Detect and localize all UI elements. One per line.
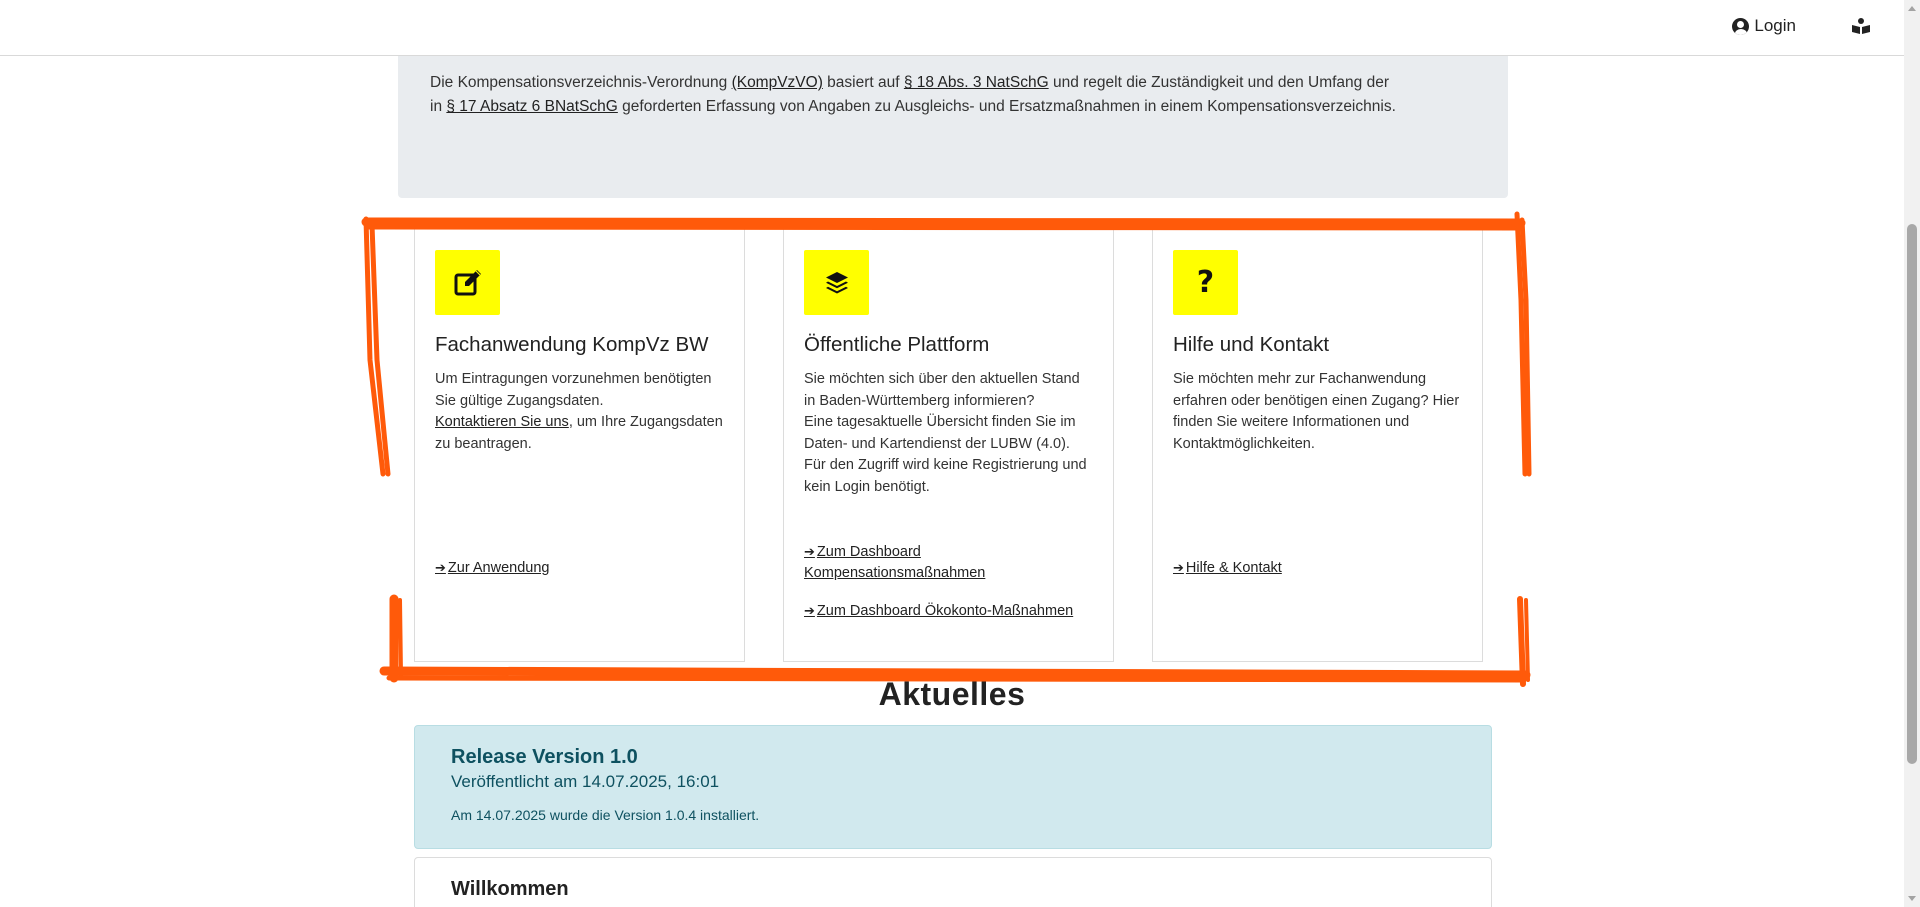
intro-text: und regelt die Zuständigkeit und den Umfang der: [1048, 74, 1389, 91]
card-text: Sie möchten mehr zur Fachanwendung erfahren oder benötigen einen Zugang? Hier finden Sie weitere Informationen und Kontaktmöglichkeiten.: [1173, 371, 1460, 452]
intro-box: [398, 56, 1508, 198]
user-circle-icon: [1732, 18, 1749, 35]
layers-icon: [824, 270, 850, 296]
feature-cards: [414, 228, 1484, 662]
login-link[interactable]: [1732, 16, 1796, 36]
card-fachanwendung: [414, 228, 745, 662]
edit-icon-box: [435, 250, 500, 315]
intro-text: in: [430, 98, 447, 115]
news-text: Am 14.07.2025 wurde die Version 1.0.4 installiert.: [451, 807, 760, 823]
contact-us-link[interactable]: Kontaktieren Sie uns: [435, 414, 569, 430]
hilfe-kontakt-link[interactable]: ➔ Hilfe & Kontakt: [1173, 560, 1282, 576]
page-scrollbar[interactable]: [1904, 0, 1920, 907]
news-item: [414, 857, 1492, 907]
card-title: Hilfe und Kontakt: [1173, 333, 1330, 356]
book-reader-icon[interactable]: [1852, 18, 1870, 34]
intro-text: basiert auf: [822, 74, 904, 91]
intro-text: geforderten Erfassung von Angaben zu Ausgleichs- und Ersatzmaßnahmen in einem Kompensationsverzeichnis.: [617, 98, 1396, 115]
dashboard-kompensation-link[interactable]: ➔ Zum Dashboard Kompensationsmaßnahmen: [804, 544, 986, 581]
card-text: Um Eintragungen vorzunehmen benötigten Sie gültige Zugangsdaten. Kontaktieren Sie uns, um Ihre Zugangsdaten zu beantragen.: [435, 371, 723, 452]
dashboard-oekokonto-link[interactable]: ➔ Zum Dashboard Ökokonto-Maßnahmen: [804, 603, 1074, 619]
card-title: Fachanwendung KompVz BW: [435, 333, 709, 356]
scroll-down-icon[interactable]: [1908, 896, 1916, 901]
section-title-aktuelles: Aktuelles: [878, 676, 1026, 712]
natschg-link[interactable]: § 18 Abs. 3 NatSchG: [903, 74, 1049, 91]
arrow-right-icon: ➔: [1173, 561, 1184, 576]
zur-anwendung-link[interactable]: ➔ Zur Anwendung: [435, 560, 550, 576]
scrollbar-thumb[interactable]: [1907, 224, 1917, 764]
top-navbar: [0, 0, 1904, 56]
question-icon-box: [1173, 250, 1238, 315]
arrow-right-icon: ➔: [804, 545, 815, 560]
arrow-right-icon: ➔: [435, 561, 446, 576]
card-hilfe: [1152, 228, 1483, 662]
scroll-up-icon[interactable]: [1908, 6, 1916, 11]
news-date: Veröffentlicht am 14.07.2025, 16:01: [451, 772, 720, 791]
card-plattform: [783, 228, 1114, 662]
card-title: Öffentliche Plattform: [804, 333, 990, 356]
question-icon: ?: [1196, 264, 1215, 300]
layers-icon-box: [804, 250, 869, 315]
edit-icon: [453, 268, 483, 298]
news-title: Willkommen: [451, 878, 569, 900]
news-title: Release Version 1.0: [451, 746, 638, 768]
card-text: Sie möchten sich über den aktuellen Stand in Baden-Württemberg informieren? Eine tagesaktuelle Übersicht finden Sie im Daten- und Kartendienst der LUBW (4.0). Für den Zugriff wird keine Registrierung und kein Login benötigt.: [804, 371, 1087, 495]
login-label: Login: [1754, 16, 1796, 35]
news-item: [414, 725, 1492, 849]
kompvzvo-link[interactable]: (KompVzVO): [731, 74, 823, 91]
arrow-right-icon: ➔: [804, 604, 815, 619]
intro-text: Die Kompensationsverzeichnis-Verordnung: [430, 74, 732, 91]
bnatschg-link[interactable]: § 17 Absatz 6 BNatSchG: [446, 98, 618, 115]
